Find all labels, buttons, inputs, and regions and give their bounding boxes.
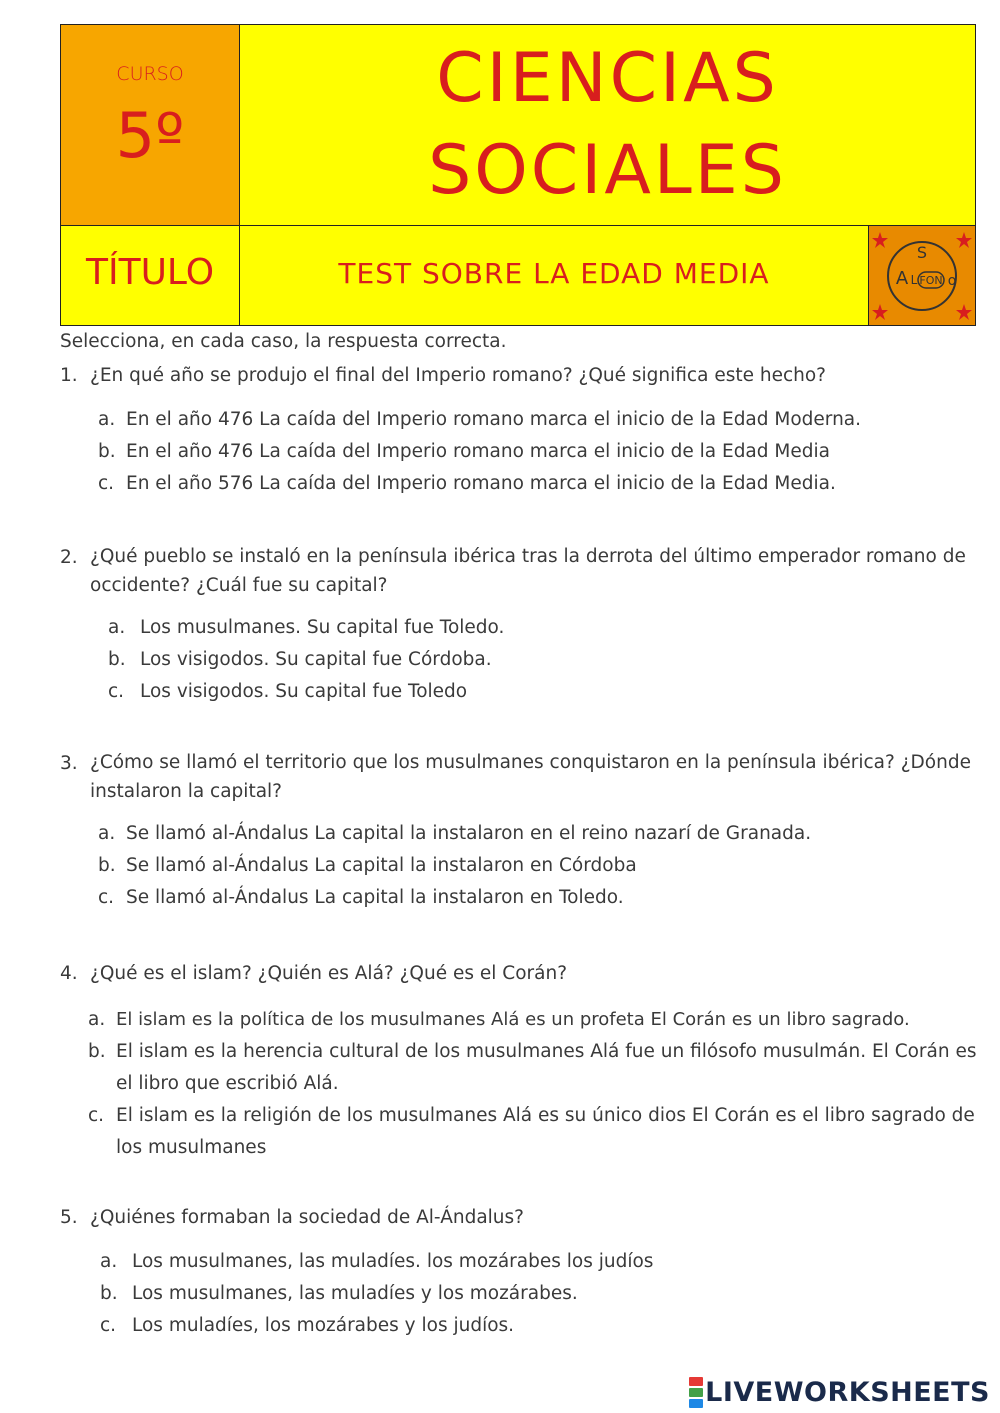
options-1 — [98, 404, 980, 500]
liveworksheets-footer[interactable] — [689, 1376, 990, 1409]
worksheet-title-cell — [239, 225, 869, 326]
option-letter: c. — [98, 887, 115, 908]
option-text: En el año 576 La caída del Imperio romano marca el inicio de la Edad Media. — [126, 473, 836, 494]
option-text: Los musulmanes. Su capital fue Toledo. — [140, 617, 505, 638]
option-letter: a. — [98, 409, 116, 430]
question-text: ¿Qué pueblo se instaló en la península ibérica tras la derrota del último emperador romano de occidente? ¿Cuál fue su capital? — [90, 546, 966, 596]
option-1c[interactable] — [98, 468, 980, 500]
option-letter: b. — [100, 1283, 118, 1304]
question-4 — [60, 958, 980, 990]
option-3a[interactable] — [98, 818, 980, 850]
worksheet-header — [60, 24, 976, 326]
svg-text:A: A — [895, 268, 909, 289]
option-text: Se llamó al-Ándalus La capital la instalaron en Toledo. — [126, 887, 624, 908]
option-text: El islam es la política de los musulmanes Alá es un profeta El Corán es un libro sagrado. — [116, 1009, 910, 1030]
option-text: Los visigodos. Su capital fue Córdoba. — [140, 649, 492, 670]
question-text: ¿En qué año se produjo el final del Imperio romano? ¿Qué significa este hecho? — [90, 365, 826, 386]
option-letter: b. — [108, 649, 126, 670]
option-text: Se llamó al-Ándalus La capital la instalaron en el reino nazarí de Granada. — [126, 823, 812, 844]
options-3 — [98, 818, 980, 914]
option-2a[interactable] — [108, 612, 980, 644]
option-letter: c. — [108, 681, 125, 702]
option-1b[interactable] — [98, 436, 980, 468]
option-text: En el año 476 La caída del Imperio romano marca el inicio de la Edad Moderna. — [126, 409, 862, 430]
author-logo-cell — [868, 225, 976, 326]
option-letter: c. — [88, 1105, 105, 1126]
liveworksheets-brand: LIVEWORKSHEETS — [705, 1377, 990, 1408]
options-5 — [100, 1246, 980, 1342]
liveworksheets-icon — [689, 1376, 703, 1409]
option-2c[interactable] — [108, 676, 980, 708]
svg-text:o: o — [947, 273, 957, 289]
subject-title-cell — [239, 24, 976, 226]
option-3b[interactable] — [98, 850, 980, 882]
option-letter: b. — [98, 855, 116, 876]
worksheet-title: TEST SOBRE LA EDAD MEDIA — [338, 257, 770, 290]
options-2 — [108, 612, 980, 708]
option-letter: a. — [98, 823, 116, 844]
question-number: 4. — [60, 963, 78, 984]
question-text: ¿Cómo se llamó el territorio que los musulmanes conquistaron en la península ibérica? ¿Dónde instalaron la capital? — [90, 752, 971, 802]
option-4a[interactable] — [88, 1004, 980, 1036]
question-text: ¿Qué es el islam? ¿Quién es Alá? ¿Qué es el Corán? — [90, 963, 568, 984]
option-5a[interactable] — [100, 1246, 980, 1278]
svg-text:FON: FON — [919, 274, 943, 287]
option-5c[interactable] — [100, 1310, 980, 1342]
option-letter: c. — [100, 1315, 117, 1336]
option-3c[interactable] — [98, 882, 980, 914]
option-4b[interactable] — [88, 1036, 980, 1100]
title-label-cell — [60, 225, 240, 326]
question-text: ¿Quiénes formaban la sociedad de Al-Ándalus? — [90, 1207, 524, 1228]
subject-title-line2: SOCIALES — [428, 131, 787, 210]
option-letter: a. — [108, 617, 126, 638]
option-text: El islam es la herencia cultural de los musulmanes Alá fue un filósofo musulmán. El Corán es el libro que escribió Alá. — [116, 1041, 977, 1094]
question-number: 1. — [60, 365, 78, 386]
instructions: Selecciona, en cada caso, la respuesta correcta. — [60, 331, 507, 352]
option-4c[interactable] — [88, 1100, 980, 1164]
question-2 — [60, 542, 980, 600]
option-text: Se llamó al-Ándalus La capital la instalaron en Córdoba — [126, 855, 637, 876]
options-4 — [88, 1004, 980, 1164]
svg-text:S: S — [916, 243, 928, 262]
option-text: En el año 476 La caída del Imperio romano marca el inicio de la Edad Media — [126, 441, 830, 462]
author-logo — [872, 228, 972, 324]
option-letter: c. — [98, 473, 115, 494]
course-label: CURSO — [116, 63, 184, 85]
option-2b[interactable] — [108, 644, 980, 676]
question-number: 5. — [60, 1207, 78, 1228]
question-number: 2. — [60, 547, 78, 568]
question-3 — [60, 748, 980, 806]
option-text: Los musulmanes, las muladíes. los mozárabes los judíos — [132, 1251, 654, 1272]
worksheet-body — [60, 326, 980, 1342]
option-1a[interactable] — [98, 404, 980, 436]
question-number: 3. — [60, 753, 78, 774]
option-letter: a. — [88, 1009, 106, 1030]
title-label: TÍTULO — [85, 252, 215, 293]
option-text: Los musulmanes, las muladíes y los mozárabes. — [132, 1283, 578, 1304]
option-letter: a. — [100, 1251, 118, 1272]
option-5b[interactable] — [100, 1278, 980, 1310]
option-text: Los visigodos. Su capital fue Toledo — [140, 681, 468, 702]
option-text: Los muladíes, los mozárabes y los judíos. — [132, 1315, 515, 1336]
subject-title-line1: CIENCIAS — [436, 39, 779, 118]
course-cell — [60, 24, 240, 226]
option-letter: b. — [88, 1041, 106, 1062]
course-value: 5º — [115, 99, 185, 172]
question-1 — [60, 360, 980, 392]
svg-text:L: L — [910, 273, 918, 287]
option-letter: b. — [98, 441, 116, 462]
option-text: El islam es la religión de los musulmanes Alá es su único dios El Corán es el libro sagrado de los musulmanes — [116, 1105, 975, 1158]
question-5 — [60, 1202, 980, 1234]
